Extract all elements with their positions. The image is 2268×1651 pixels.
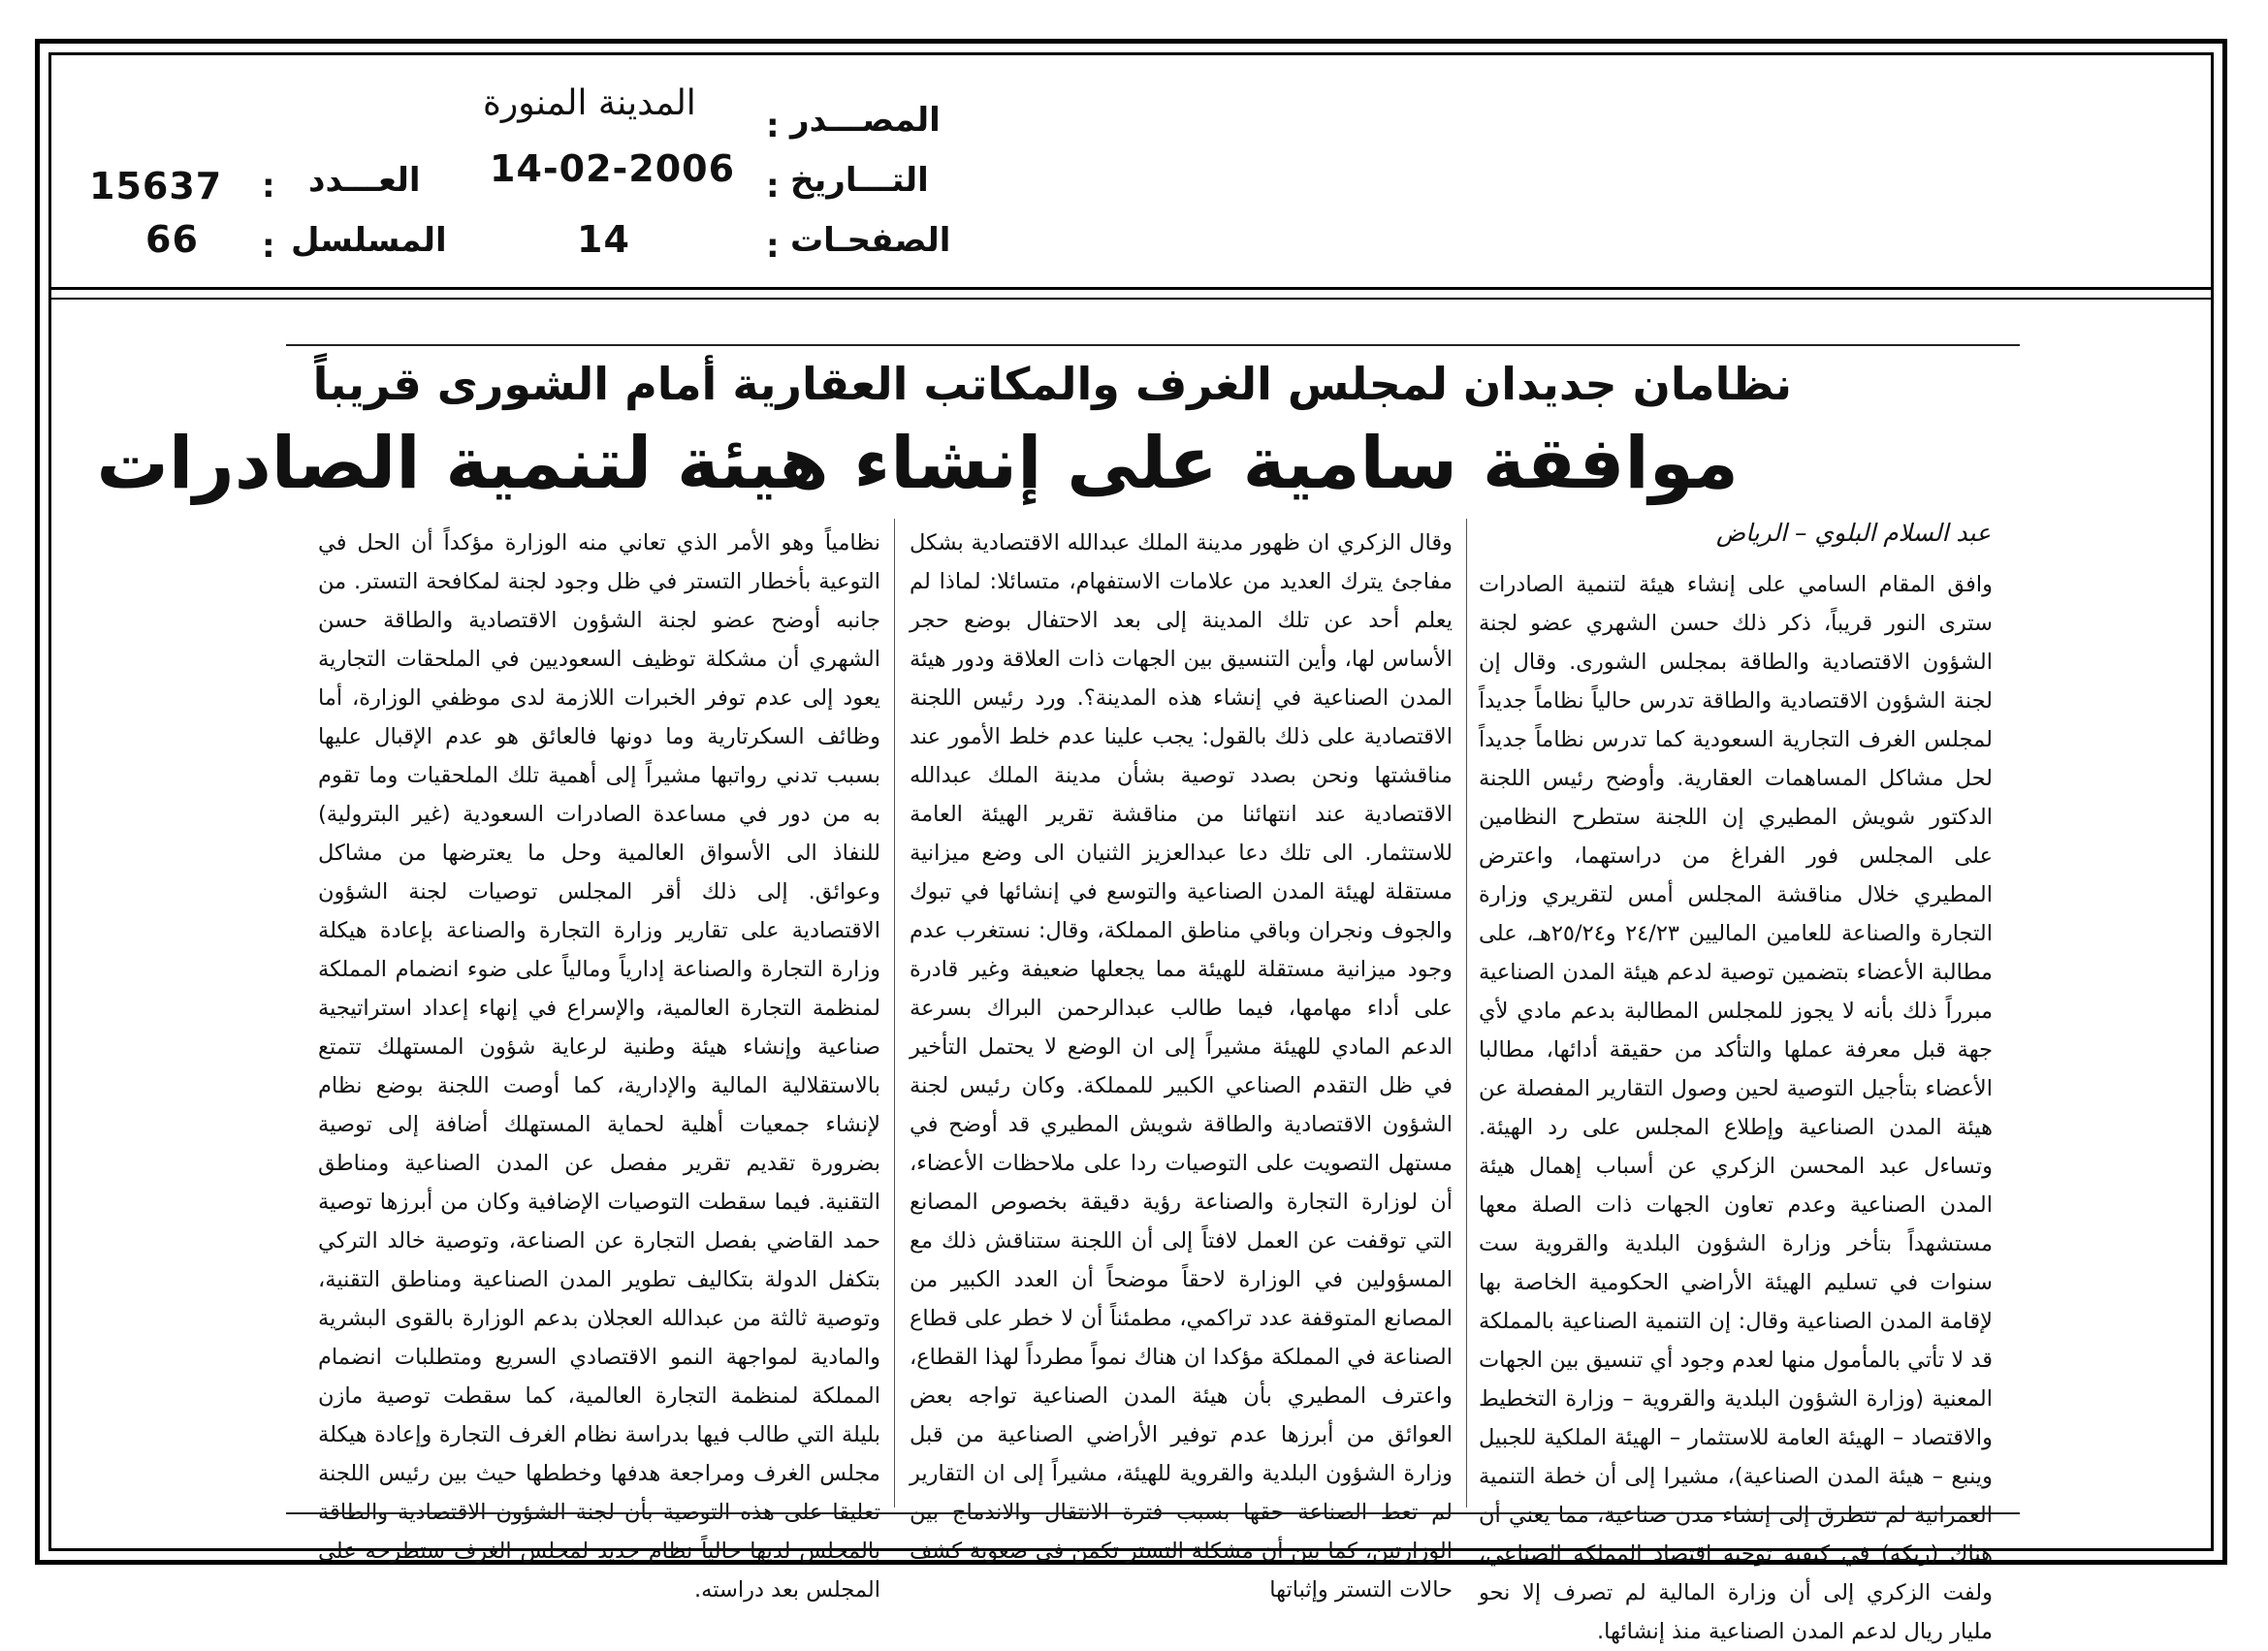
pages-value: 14	[577, 218, 630, 261]
source-label: المصـــدر	[790, 101, 941, 140]
article-column-1	[1479, 565, 1993, 1644]
article-bottom-rule	[286, 1512, 2020, 1514]
date-value: 14-02-2006	[490, 147, 736, 190]
article-clipping	[96, 344, 2020, 1644]
article-byline: عبد السلام البلوي – الرياض	[1715, 519, 1991, 547]
column-1-text: وافق المقام السامي على إنشاء هيئة لتنمية الصادرات سترى النور قريباً، ذكر ذلك حسن الشهري عضو لجنة الشؤون الاقتصادية والطاقة بمجلس الشورى. وقال إن لجنة الشؤون الاقتصادية والطاقة تدرس حالياً نظاماً جديداً لمجلس الغرف التجارية السعودية كما تدرس نظاماً جديداً لحل مشاكل المساهمات العقارية. وأوضح رئيس اللجنة الدكتور شويش المطيري إن اللجنة ستطرح النظامين على المجلس فور الفراغ من دراستهما، واعترض المطيري خلال مناقشة المجلس أمس لتقريري وزارة التجارة والصناعة للعامين الماليين ٢٤/٢٣ و٢٥/٢٤هـ، على مطالبة الأعضاء بتضمين توصية لدعم هيئة المدن الصناعية مبرراً ذلك بأنه لا يجوز للمجلس المطالبة بدعم مادي لأي جهة قبل معرفة عملها والتأكد من حقيقة أدائها، مطالبا الأعضاء بتأجيل التوصية لحين وصول التقارير المفصلة عن هيئة المدن الصناعية وإطلاع المجلس على رد الهيئة. وتساءل عبد المحسن الزكري عن أسباب إهمال هيئة المدن الصناعية وعدم تعاون الجهات ذات الصلة معها مستشهداً بتأخر وزارة الشؤون البلدية والقروية ست سنوات في تسليم الهيئة الأراضي الحكومية الخاصة بها لإقامة المدن الصناعية وقال: إن التنمية الصناعية بالمملكة قد لا تأتي بالمأمول منها لعدم وجود أي تنسيق بين الجهات المعنية (وزارة الشؤون البلدية والقروية – وزارة التخطيط والاقتصاد – الهيئة العامة للاستثمار – الهيئة الملكية للجبيل وينبع – هيئة المدن الصناعية)، مشيرا إلى أن خطة التنمية العمرانية لم تتطرق إلى إنشاء مدن صناعية، مما يعني أن هناك (ربكة) في كيفية توجيه اقتصاد المملكة الصناعي، ولفت الزكري إلى أن وزارة المالية لم تصرف إلا نحو مليار ريال لدعم المدن الصناعية منذ إنشائها.	[1479, 572, 1993, 1644]
header-divider-secondary	[48, 298, 2214, 300]
issue-colon: :	[262, 167, 275, 206]
pages-colon: :	[766, 227, 780, 266]
issue-value: 15637	[89, 165, 223, 207]
pages-label: الصفحـات	[790, 221, 951, 260]
issue-label: العـــدد	[308, 161, 421, 200]
header-divider	[48, 287, 2214, 290]
column-2-text: وقال الزكري ان ظهور مدينة الملك عبدالله الاقتصادية بشكل مفاجئ يترك العديد من علامات الاستفهام، متسائلا: لماذا لم يعلم أحد عن تلك المدينة إلى بعد الاحتفال بوضع حجر الأساس لها، وأين التنسيق بين الجهات ذات العلاقة ودور هيئة المدن الصناعية في إنشاء هذه المدينة؟. ورد رئيس اللجنة الاقتصادية على ذلك بالقول: يجب علينا عدم خلط الأمور عند مناقشتها ونحن بصدد توصية بشأن مدينة الملك عبدالله الاقتصادية عند انتهائنا من مناقشة تقرير الهيئة العامة للاستثمار. الى تلك دعا عبدالعزيز الثنيان الى وضع ميزانية مستقلة لهيئة المدن الصناعية والتوسع في إنشائها في تبوك والجوف ونجران وباقي مناطق المملكة، وقال: نستغرب عدم وجود ميزانية مستقلة للهيئة مما يجعلها ضعيفة وغير قادرة على أداء مهامها، فيما طالب عبدالرحمن البراك بسرعة الدعم المادي للهيئة مشيراً إلى ان الوضع لا يحتمل التأخير في ظل التقدم الصناعي الكبير للمملكة. وكان رئيس لجنة الشؤون الاقتصادية والطاقة شويش المطيري قد أوضح في مستهل التصويت على التوصيات ردا على ملاحظات الأعضاء، أن لوزارة التجارة والصناعة رؤية دقيقة بخصوص المصانع التي توقفت عن العمل لافتاً إلى أن اللجنة ستناقش ذلك مع المسؤولين في الوزارة لاحقاً موضحاً أن العدد الكبير من المصانع المتوقفة عدد تراكمي، مطمئناً أن لا خطر على قطاع الصناعة في المملكة مؤكدا ان هناك نمواً مطرداً لهذا القطاع، واعترف المطيري بأن هيئة المدن الصناعية تواجه بعض العوائق من أبرزها عدم توفير الأراضي الصناعية من قبل وزارة الشؤون البلدية والقروية للهيئة، مشيراً إلى ان التقارير لم تعط الصناعة حقها بسبب فترة الانتقال والاندماج بين الوزارتين، كما بين أن مشكلة التستر تكمن في صعوبة كشف حالات التستر وإثباتها	[910, 530, 1453, 1603]
column-3-text: نظامياً وهو الأمر الذي تعاني منه الوزارة مؤكداً أن الحل في التوعية بأخطار التستر في ظل وجود لجنة لمكافحة التستر. من جانبه أوضح عضو لجنة الشؤون الاقتصادية والطاقة حسن الشهري أن مشكلة توظيف السعوديين في الملحقات التجارية يعود إلى عدم توفر الخبرات اللازمة لدى موظفي الوزارة، أما وظائف السكرتارية وما دونها فالعائق هو عدم الإقبال عليها بسبب تدني رواتبها مشيراً إلى أهمية تلك الملحقيات وما تقوم به من دور في مساعدة الصادرات السعودية (غير البترولية) للنفاذ الى الأسواق العالمية وحل ما يعترضها من مشاكل وعوائق. إلى ذلك أقر المجلس توصيات لجنة الشؤون الاقتصادية على تقارير وزارة التجارة والصناعة بإعادة هيكلة وزارة التجارة والصناعة إدارياً ومالياً على ضوء انضمام المملكة لمنظمة التجارة العالمية، والإسراع في إنهاء إعداد استراتيجية صناعية وإنشاء هيئة وطنية لرعاية شؤون المستهلك تتمتع بالاستقلالية المالية والإدارية، كما أوصت اللجنة بوضع نظام لإنشاء جمعيات أهلية لحماية المستهلك أضافة إلى توصية بضرورة تقديم تقرير مفصل عن المدن الصناعية ومناطق التقنية. فيما سقطت التوصيات الإضافية وكان من أبرزها توصية حمد القاضي بفصل التجارة عن الصناعة، وتوصية خالد التركي بتكفل الدولة بتكاليف تطوير المدن الصناعية ومناطق التقنية، وتوصية ثالثة من عبدالله العجلان بدعم الوزارة بالقوى البشرية والمادية لمواجهة النمو الاقتصادي السريع ومتطلبات انضمام المملكة لمنظمة التجارة العالمية، كما سقطت توصية مازن بليلة التي طالب فيها بدراسة نظام الغرف التجارة وإعادة هيكلة مجلس الغرف ومراجعة هدفها وخططها حيث بين رئيس اللجنة تعليقا على هذه التوصية بأن لجنة الشؤون الاقتصادية والطاقة بالمجلس لديها حالياً نظام جديد لمجلس الغرف ستطرحه على المجلس بعد دراسته.	[318, 530, 880, 1603]
date-colon: :	[766, 167, 780, 206]
source-colon: :	[766, 107, 780, 145]
article-headline: موافقة سامية على إنشاء هيئة لتنمية الصادرات	[96, 422, 1739, 505]
source-value: المدينة المنورة	[483, 83, 696, 123]
article-column-2	[910, 524, 1453, 1603]
serial-colon: :	[262, 227, 275, 266]
column-divider	[1466, 519, 1467, 1508]
serial-label: المسلسل	[291, 221, 447, 260]
column-divider	[894, 519, 895, 1508]
article-column-3	[318, 524, 880, 1603]
serial-value: 66	[145, 218, 199, 261]
article-subheadline: نظامان جديدان لمجلس الغرف والمكاتب العقارية أمام الشورى قريباً	[312, 358, 1792, 410]
date-label: التـــاريخ	[790, 161, 929, 200]
article-top-rule	[286, 344, 2020, 346]
